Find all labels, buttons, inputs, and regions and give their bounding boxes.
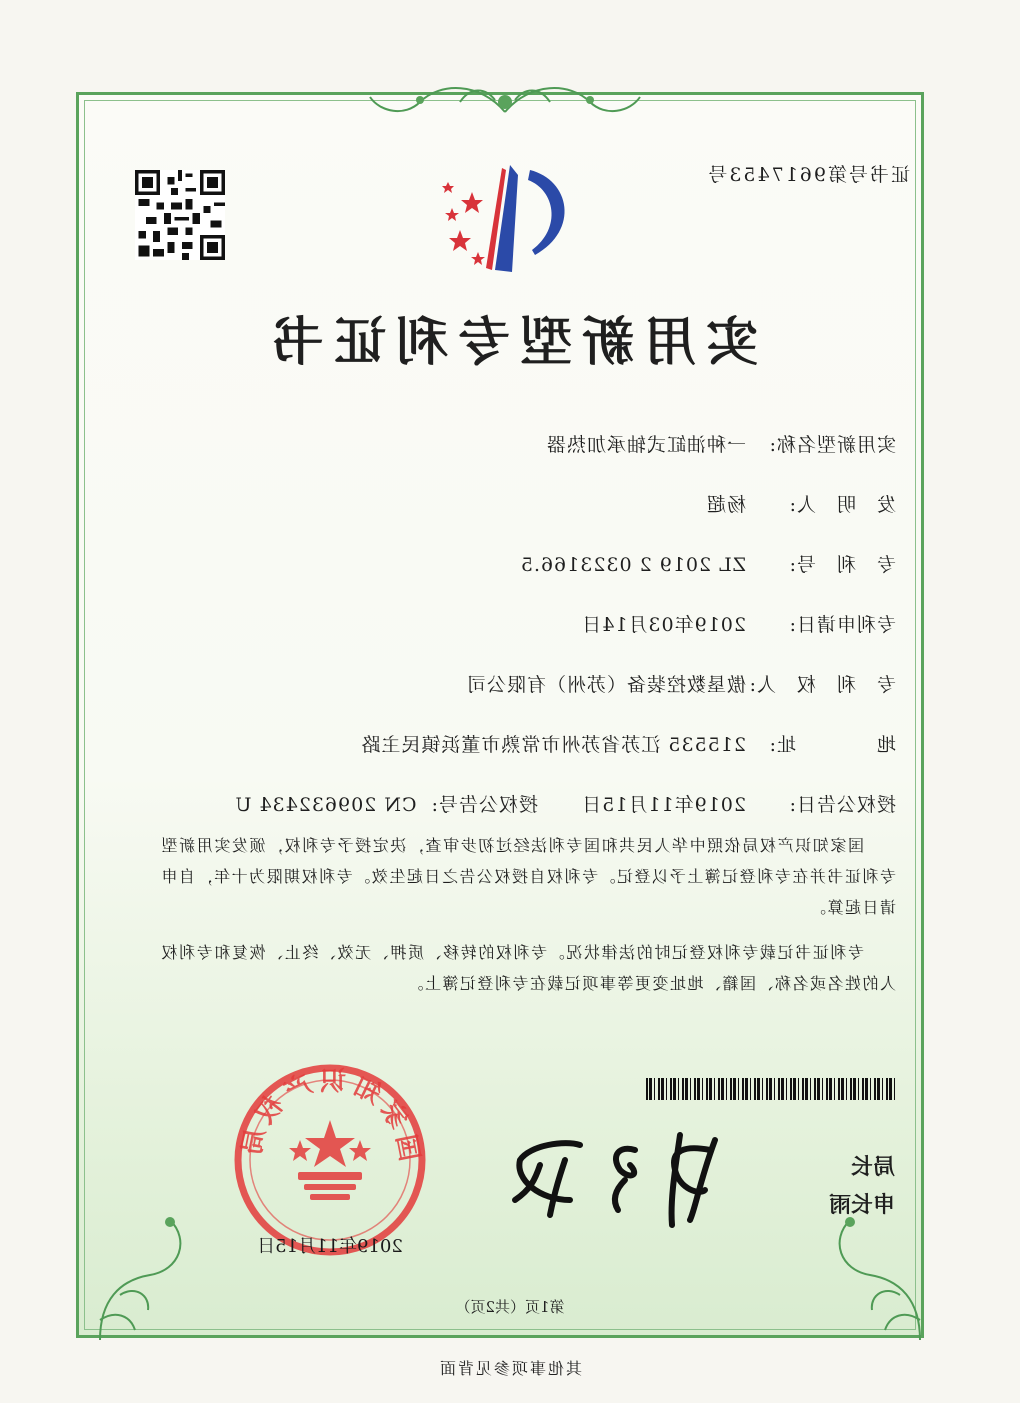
field-application-date (581, 610, 896, 637)
field-value: 2019年03月14日 (581, 614, 746, 636)
page-title: 实用新型专利证书 (262, 313, 759, 373)
field-label: 实用新型名称: (768, 434, 896, 456)
field-label: 授权公告号: (430, 794, 538, 816)
top-ornament-icon (360, 72, 650, 120)
field-value: CN 209632434 U (234, 794, 417, 816)
field-inventor (706, 490, 896, 517)
field-grant-date (581, 790, 896, 817)
field-value: ZL 2019 2 0323166.5 (519, 554, 746, 576)
field-label: 发 明 人: (788, 494, 896, 516)
signer-name: 申长雨 (828, 1193, 895, 1218)
field-announcement-number (234, 790, 538, 817)
field-label: 专 利 权 人: (748, 674, 896, 696)
corner-ornament-icon (90, 1200, 210, 1350)
official-seal-icon (230, 1060, 430, 1260)
patent-office-logo-icon (430, 160, 590, 280)
seal-date: 2019年11月15日 (257, 1236, 403, 1257)
field-value: 2019年11月15日 (581, 794, 746, 816)
field-patent-number (520, 550, 896, 577)
qr-code-icon (135, 170, 225, 260)
field-address (360, 730, 896, 757)
back-note: 其他事项参见背面 (438, 1359, 583, 1378)
signer-title: 局长 (850, 1155, 895, 1180)
field-label: 专 利 号: (788, 554, 896, 576)
corner-ornament-icon (810, 1200, 930, 1350)
field-label: 授权公告日: (788, 794, 896, 816)
field-patentee (466, 670, 896, 697)
svg-text:国家知识产权局: 国家知识产权局 (235, 1067, 425, 1164)
page-number: 第1页（共2页） (455, 1298, 565, 1316)
field-value: 一种油缸式轴承加热器 (545, 434, 746, 456)
barcode-icon (645, 1078, 895, 1100)
body-paragraph: 专利证书记载专利权登记时的法律状况。专利权的转移、质押、无效、终止、恢复和专利权人的姓名或名称、国籍、地址变更等事项记载在专利登记簿上。 (160, 943, 896, 993)
signature-icon (500, 1120, 730, 1230)
field-value: 杨超 (705, 494, 746, 516)
certificate-body-text (160, 830, 896, 1013)
field-utility-model-name (546, 430, 896, 457)
field-label: 地 址: (768, 734, 896, 756)
field-label: 专利申请日: (788, 614, 896, 636)
body-paragraph: 国家知识产权局依照中华人民共和国专利法经过初步审查，决定授予专利权，颁发实用新型专利证书并在专利登记簿上予以登记。专利权自授权公告之日起生效。专利权期限为十年，自申请日起算。 (160, 836, 896, 917)
field-value: 傲垦数控装备（苏州）有限公司 (465, 674, 746, 696)
certificate-number: 证书号第9617453号 (706, 164, 910, 186)
field-value: 215535 江苏省苏州市常熟市董浜镇民主路 (360, 734, 746, 756)
